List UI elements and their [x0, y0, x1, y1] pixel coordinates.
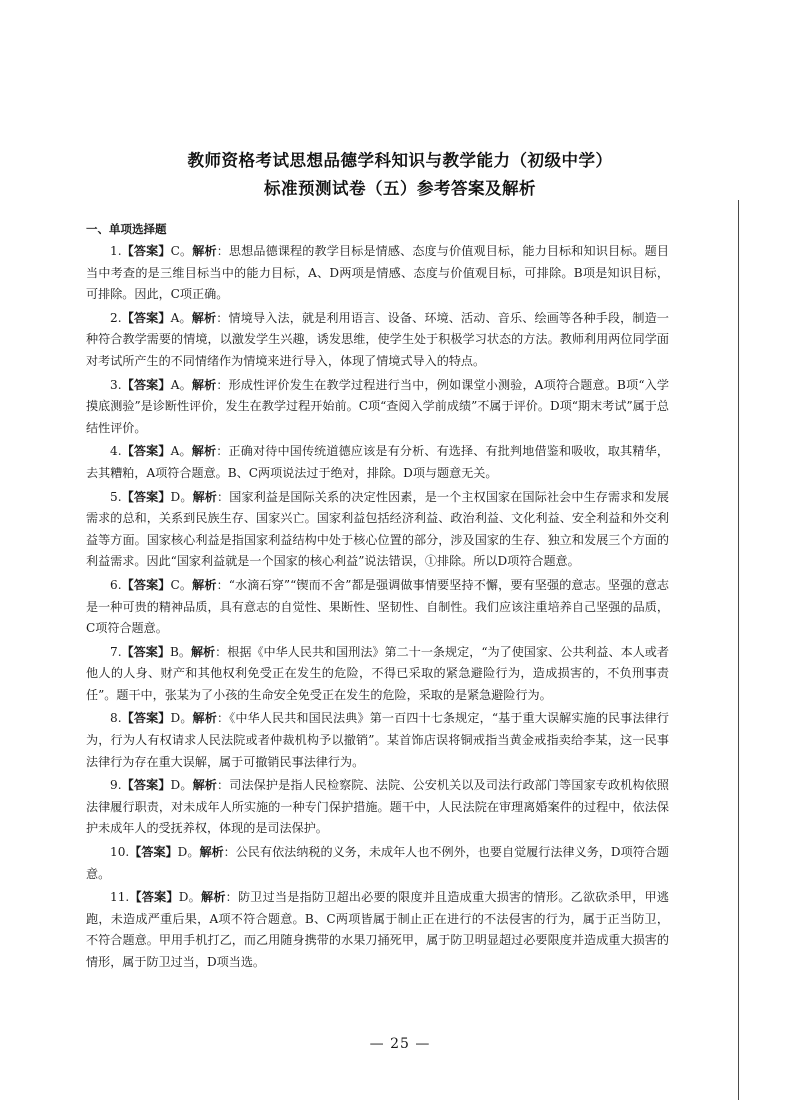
explanation-label: 解析 — [192, 577, 217, 592]
explanation-text: ：防卫过当是指防卫超出必要的限度并且造成重大损害的情形。乙欲砍杀甲，甲逃跑，未造成严重后果，A项不符合题意。B、C两项皆属于制止正在进行的不法侵害的行为，属于正当防卫，不符合题意。甲用手机打乙，而乙用随身携带的水果刀捅死甲，属于防卫明显超过必要限度并造成重大损害的情形，属于防卫过当，D项当选。 — [86, 890, 669, 969]
explanation-text: ：根据《中华人民共和国刑法》第二十一条规定，“为了使国家、公共利益、本人或者他人的人身、财产和其他权利免受正在发生的危险，不得已采取的紧急避险行为，造成损害的，不负刑事责任”。题干中，张某为了小孩的生命安全免受正在发生的危险，采取的是紧急避险行为。 — [86, 644, 669, 702]
answer-choice: D。 — [178, 890, 201, 905]
document-title-line-1: 教师资格考试思想品德学科知识与教学能力（初级中学） — [187, 151, 613, 170]
explanation-text: ：正确对待中国传统道德应该是有分析、有选择、有批判地借鉴和吸收，取其精华，去其糟粕，A项符合题意。B、C两项说法过于绝对，排除。D项与题意无关。 — [86, 444, 669, 480]
answer-label: 【答案】 — [129, 890, 179, 905]
explanation-text: ：形成性评价发生在教学过程进行当中，例如课堂小测验，A项符合题意。B项“入学摸底测验”是诊断性评价，发生在教学过程开始前。C项“查阅入学前成绩”不属于评价。D项“期末考试”属于总结性评价。 — [86, 377, 669, 435]
answer-choice: B。 — [169, 644, 191, 659]
explanation-label: 解析 — [191, 377, 217, 392]
item-number: 8. — [110, 711, 122, 726]
answer-item — [86, 308, 669, 373]
answer-item — [86, 241, 669, 306]
item-number: 1. — [110, 244, 122, 258]
answer-choice: D。 — [170, 489, 193, 504]
explanation-text: ：司法保护是指人民检察院、法院、公安机关以及司法行政部门等国家专政机构依照法律履行职责，对未成年人所实施的一种专门保护措施。题干中，人民法院在审理离婚案件的过程中，依法保护未成年人的受抚养权，体现的是司法保护。 — [86, 778, 669, 836]
explanation-label: 解析 — [199, 845, 224, 860]
explanation-label: 解析 — [190, 644, 216, 659]
answer-label: 【答案】 — [121, 577, 171, 592]
scan-edge-line — [738, 200, 739, 1100]
answer-item — [86, 375, 669, 440]
answer-choice: D。 — [170, 711, 193, 726]
answer-choice: A。 — [170, 377, 192, 392]
explanation-label: 解析 — [191, 310, 217, 325]
answer-choice: A。 — [170, 310, 192, 325]
explanation-label: 解析 — [192, 244, 217, 258]
explanation-text: ：公民有依法纳税的义务，未成年人也不例外，也要自觉履行法律义务，D项符合题意。 — [86, 845, 669, 881]
item-number: 5. — [110, 489, 122, 504]
document-title-line-2: 标准预测试卷（五）参考答案及解析 — [264, 179, 536, 198]
answer-item — [86, 842, 669, 885]
answer-choice: D。 — [177, 845, 200, 860]
answer-label: 【答案】 — [121, 444, 171, 459]
answer-label: 【答案】 — [121, 778, 171, 793]
answer-label: 【答案】 — [121, 711, 171, 726]
item-number: 7. — [110, 644, 122, 659]
answer-list — [86, 241, 669, 976]
explanation-text: ：思想品德课程的教学目标是情感、态度与价值观目标，能力目标和知识目标。题目当中考查的是三维目标当中的能力目标，A、D两项是情感、态度与价值观目标，可排除。B项是知识目标，可排除。因此，C项正确。 — [86, 244, 669, 302]
explanation-text: ：国家利益是国际关系的决定性因素，是一个主权国家在国际社会中生存需求和发展需求的总和，关系到民族生存、国家兴亡。国家利益包括经济利益、政治利益、文化利益、安全利益和外交利益等方面。国家核心利益是指国家利益结构中处于核心位置的部分，涉及国家的生存、独立和发展三个方面的利益需求。因此“国家利益就是一个国家的核心利益”说法错误，①排除。所以D项符合题意。 — [86, 489, 669, 569]
answer-item — [86, 575, 669, 640]
answer-label: 【答案】 — [121, 310, 171, 325]
answer-choice: D。 — [170, 778, 193, 793]
explanation-text: ：情境导入法，就是利用语言、设备、环境、活动、音乐、绘画等各种手段，制造一种符合教学需要的情境，以激发学生兴趣，诱发思维，使学生处于积极学习状态的方法。教师利用两位同学面对考试所产生的不同情绪作为情境来进行导入，体现了情境式导入的特点。 — [86, 310, 669, 368]
answer-item — [86, 887, 669, 973]
answer-item — [86, 708, 669, 773]
item-number: 9. — [110, 778, 122, 793]
section-heading: 一、单项选择题 — [86, 222, 167, 236]
item-number: 6. — [110, 577, 122, 592]
answer-item — [86, 642, 669, 707]
explanation-label: 解析 — [201, 890, 226, 905]
answer-item — [86, 441, 669, 484]
item-number: 10. — [110, 845, 130, 860]
explanation-label: 解析 — [192, 489, 218, 504]
answer-label: 【答案】 — [121, 644, 170, 659]
explanation-label: 解析 — [192, 778, 218, 793]
explanation-label: 解析 — [192, 711, 217, 726]
explanation-label: 解析 — [191, 444, 217, 459]
item-number: 11. — [110, 890, 130, 905]
answer-label: 【答案】 — [121, 489, 171, 504]
item-number: 4. — [110, 444, 122, 459]
explanation-text: ：《中华人民共和国民法典》第一百四十七条规定，“基于重大误解实施的民事法律行为，行为人有权请求人民法院或者仲裁机构予以撤销”。某首饰店误将铜戒指当黄金戒指卖给李某，这一民事法律行为存在重大误解，属于可撤销民事法律行为。 — [86, 711, 669, 769]
answer-choice: C。 — [170, 577, 193, 592]
answer-choice: A。 — [170, 444, 192, 459]
answer-item — [86, 775, 669, 840]
answer-item — [86, 487, 669, 573]
answer-label: 【答案】 — [129, 845, 178, 860]
item-number: 3. — [110, 377, 122, 392]
explanation-text: ：“水滴石穿”“锲而不舍”都是强调做事情要坚持不懈，要有坚强的意志。坚强的意志是一种可贵的精神品质，具有意志的自觉性、果断性、坚韧性、自制性。我们应该注重培养自己坚强的品质，C项符合题意。 — [86, 577, 669, 636]
answer-label: 【答案】 — [121, 377, 171, 392]
item-number: 2. — [110, 310, 122, 325]
answer-label: 【答案】 — [121, 244, 171, 258]
answer-choice: C。 — [170, 244, 193, 258]
page-number: — 25 — — [369, 1036, 431, 1052]
